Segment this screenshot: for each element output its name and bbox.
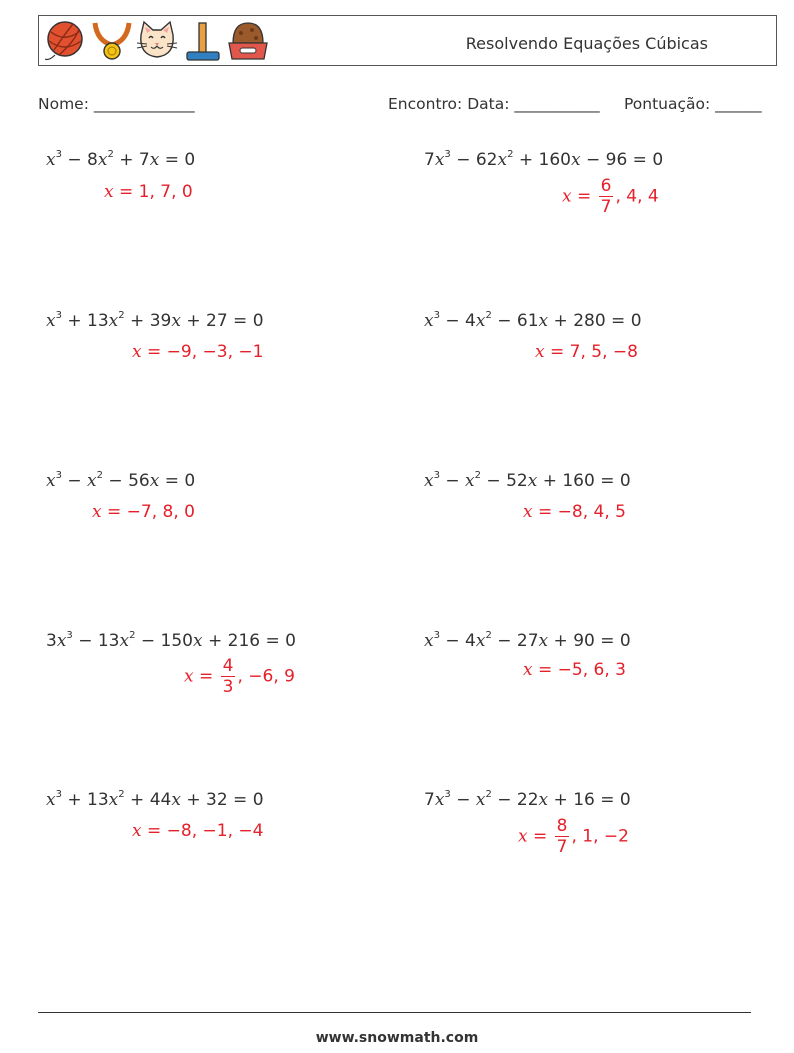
equation-10: $7x^3 - x^2 - 22x + 16 = 0$ (424, 789, 631, 810)
yarn-ball-icon (45, 19, 87, 63)
equation-3: $x^3 + 13x^2 + 39x + 27 = 0$ (46, 310, 264, 331)
equation-9: $x^3 + 13x^2 + 44x + 32 = 0$ (46, 789, 264, 810)
equation-7: $3x^3 - 13x^2 - 150x + 216 = 0$ (46, 630, 296, 651)
answer-8: x = −5, 6, 3 (523, 660, 626, 680)
equation-2: $7x^3 - 62x^2 + 160x - 96 = 0$ (424, 149, 664, 170)
worksheet-title: Resolvendo Equações Cúbicas (465, 34, 708, 53)
equation-1: $x^3 - 8x^2 + 7x = 0$ (46, 149, 196, 170)
equation-4: $x^3 - 4x^2 - 61x + 280 = 0$ (424, 310, 642, 331)
scratching-post-icon (183, 19, 223, 63)
answer-6: x = −8, 4, 5 (523, 502, 626, 522)
cat-face-icon (135, 19, 179, 63)
footer-url: www.snowmath.com (315, 1030, 479, 1046)
answer-10: x = $\frac{8}{7}$ , 1, −2 (518, 816, 629, 857)
equation-8: $x^3 - 4x^2 - 27x + 90 = 0$ (424, 630, 631, 651)
equation-5: $x^3 - x^2 - 56x = 0$ (46, 470, 196, 491)
name-field: Nome: _____________ (38, 95, 195, 113)
answer-4: x = 7, 5, −8 (535, 342, 638, 362)
answer-2: x = $\frac{6}{7}$ , 4, 4 (562, 176, 659, 217)
answer-5: x = −7, 8, 0 (92, 502, 195, 522)
answer-9: x = −8, −1, −4 (132, 821, 264, 841)
footer-divider (38, 1012, 751, 1013)
pet-bowl-icon (225, 19, 271, 63)
header-box (38, 15, 777, 66)
answer-7: x = $\frac{4}{3}$ , −6, 9 (184, 656, 295, 697)
meeting-date-field: Encontro: Data: ___________ (388, 95, 600, 113)
answer-3: x = −9, −3, −1 (132, 342, 264, 362)
answer-1: x = 1, 7, 0 (104, 182, 193, 202)
medal-icon (91, 19, 133, 63)
equation-6: $x^3 - x^2 - 52x + 160 = 0$ (424, 470, 631, 491)
score-field: Pontuação: ______ (624, 95, 762, 113)
